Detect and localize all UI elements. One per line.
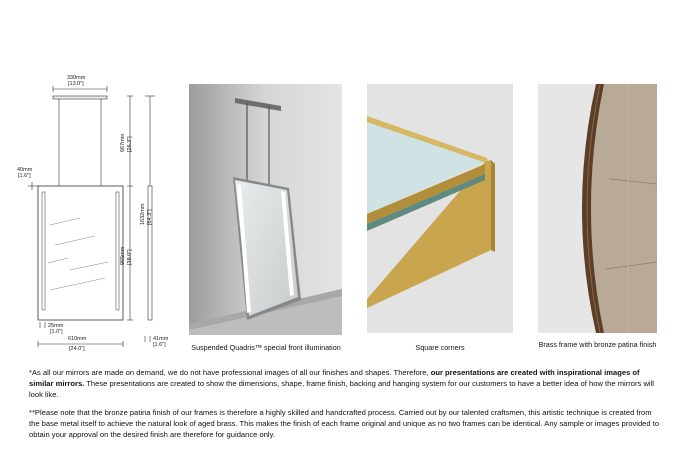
- top-width-inch-label: [13.0"]: [68, 81, 84, 87]
- bronze-frame-photo: [538, 84, 657, 333]
- hanger-height-label: 667mm: [120, 133, 126, 152]
- mirror-height-inch-label: [38.0"]: [127, 249, 133, 265]
- hanger-height-inch-label: [26.3"]: [127, 136, 133, 152]
- bronze-frame-image: [538, 84, 657, 333]
- note1-bold: our presentations are created with inspirational images of similar mirrors.: [29, 368, 640, 388]
- disclaimer-note-2: **Please note that the bronze patina finish of our frames is therefore a highly skilled and handcrafted process. Carried out by our talented craftsmen, this artistic technique is created from the base metal itself to achieve the natural look of aged brass. This makes the finish of each frame original and unique as no two frames can be identical. Any sample or images provided to obtain your approval on the desired finish are therefore for guidance only.: [29, 408, 660, 439]
- caption-square-corners: Square corners: [415, 343, 465, 352]
- mirror-width-inch-label: [24.0"]: [69, 346, 85, 352]
- note1-part-b: These presentations are created to show the dimensions, shape, frame finish, backing and hanging system for our customers to have a better idea of how the mirrors will look like.: [29, 379, 654, 399]
- note1-part-a: *As all our mirrors are made on demand, we do not have professional images of all our finishes and shapes. Therefore,: [29, 368, 431, 377]
- frame-depth-label: 40mm: [17, 167, 33, 173]
- mirror-height-label: 965mm: [120, 246, 126, 265]
- square-corners-image: [367, 84, 513, 333]
- dimension-diagram: [0, 0, 180, 360]
- suspended-mirror-photo: [189, 84, 342, 335]
- suspended-mirror-image: [189, 84, 342, 335]
- side-depth-inch-label: [1.6"]: [153, 342, 166, 348]
- total-height-label: 1632mm: [140, 203, 146, 225]
- caption-bronze-frame: Brass frame with bronze patina finish: [538, 340, 657, 349]
- top-width-label: 330mm: [67, 75, 86, 81]
- light-inset-inch-label: [1.0"]: [50, 329, 63, 335]
- diagram-lines: [0, 0, 180, 360]
- square-corners-photo: [367, 84, 513, 333]
- frame-depth-inch-label: [1.6"]: [18, 173, 31, 179]
- light-inset-label: 25mm: [48, 323, 64, 329]
- mirror-width-label: 610mm: [68, 336, 87, 342]
- caption-suspended: Suspended Quadris™ special front illumination: [191, 343, 341, 352]
- total-height-inch-label: [64.3"]: [147, 209, 153, 225]
- disclaimer-note-1: [29, 367, 661, 400]
- side-depth-label: 41mm: [153, 336, 169, 342]
